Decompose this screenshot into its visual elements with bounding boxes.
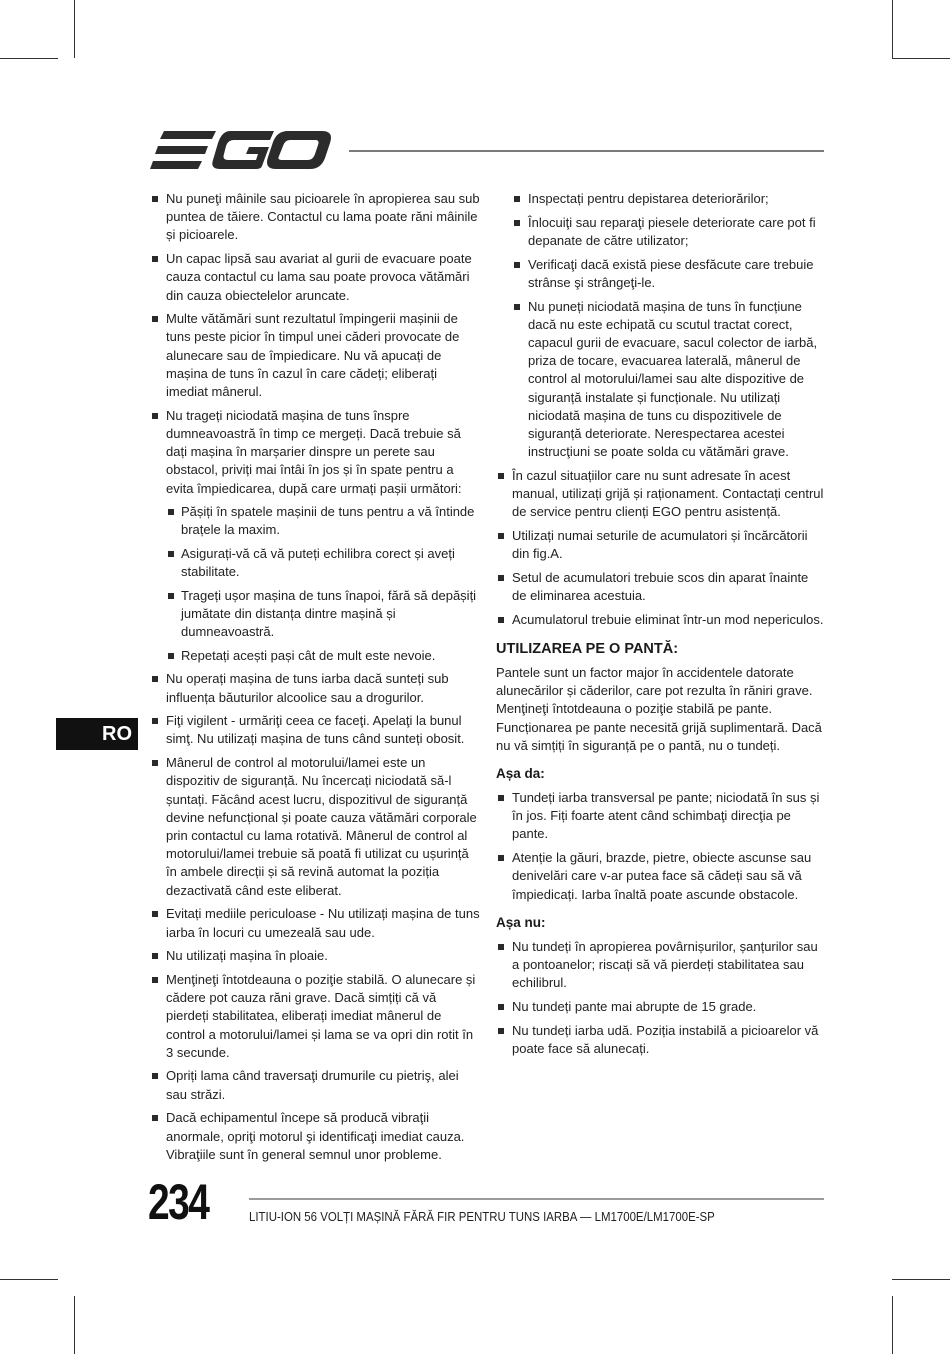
list-item: Nu puneţi mâinile sau picioarele în apropierea sau sub puntea de tăiere. Contactul cu lama poate răni mâinile și picioarele. — [150, 190, 480, 245]
step-item: Trageți ușor mașina de tuns înapoi, fără să depășiți jumătate din distanța dintre mașină și dumneavoastră. — [166, 587, 480, 642]
list-item — [150, 407, 480, 665]
crop-mark-bottom-right-h — [892, 1279, 950, 1280]
list-item: Mânerul de control al motorului/lamei este un dispozitiv de siguranță. Nu încercați niciodată să-l șuntați. Făcând acest lucru, dispozitivul de siguranță devine nefuncțional și poate cauza vătămări corporale prin contactul cu lama rotativă. Mânerul de control al motorului/lamei trebuie să poată fi utilizat cu ușurință în ambele direcții și să revină automat la poziția dezactivată când este eliberat. — [150, 754, 480, 900]
left-list — [150, 190, 480, 1164]
footer-rule — [249, 1198, 824, 1200]
list-item: Verificaţi dacă există piese desfăcute care trebuie strânse şi strângeţi-le. — [512, 256, 826, 292]
do-heading: Așa da: — [496, 765, 545, 781]
footer-title: LITIU-ION 56 VOLȚI MAȘINĂ FĂRĂ FIR PENTRU TUNS IARBA — LM1700E/LM1700E-SP — [249, 1209, 715, 1224]
language-tab: RO — [56, 718, 138, 750]
crop-mark-top-right-v — [892, 0, 893, 58]
list-item: Dacă echipamentul începe să producă vibraţii anormale, opriţi motorul şi identificaţi imediat cauza. Vibraţiile sunt în general semnul unor probleme. — [150, 1109, 480, 1164]
list-item: Utilizați numai seturile de acumulatori și încărcătorii din fig.A. — [496, 527, 826, 563]
step-item: Pășiți în spatele mașinii de tuns pentru a vă întinde brațele la maxim. — [166, 503, 480, 539]
slope-paragraph: Pantele sunt un factor major în accidentele datorate alunecărilor și căderilor, care pot rezulta în răniri grave. Menţineţi întotdeauna o poziţie stabilă pe pante. Funcționarea pe pante necesită grijă suplimentară. Dacă nu vă simțiți în siguranță pe o pantă, nu o tundeți. — [496, 664, 822, 753]
ego-logo — [150, 128, 332, 172]
list-item: Inspectați pentru depistarea deteriorărilor; — [512, 190, 826, 208]
list-item: Opriți lama când traversaţi drumurile cu pietriş, alei sau străzi. — [150, 1067, 480, 1103]
list-item: Înlocuiţi sau reparaţi piesele deteriorate care pot fi depanate de către utilizator; — [512, 214, 826, 250]
crop-mark-top-left-v — [74, 0, 75, 58]
crop-mark-top-left-h — [0, 58, 58, 59]
list-item: Nu tundeți în apropierea povârnișurilor, șanțurilor sau a pontoanelor; riscați să vă pierdeți stabilitatea sau echilibrul. — [496, 938, 826, 993]
crop-mark-bottom-left-h — [0, 1279, 58, 1280]
list-item: Tundeți iarba transversal pe pante; niciodată în sus și în jos. Fiți foarte atent când schimbaţi direcţia pe pante. — [496, 789, 826, 844]
list-item-text: Nu trageți niciodată mașina de tuns înspre dumneavoastră în timp ce mergeți. Dacă trebuie să dați mașina în marșarier dinspre un perete sau obstacol, priviți mai întâi în jos și în spate pentru a evita împiedicarea, după care urmați pașii următori: — [166, 407, 462, 496]
right-column — [496, 190, 826, 1063]
left-column — [150, 190, 480, 1169]
page-number: 234 — [148, 1174, 209, 1230]
list-item: Menţineţi întotdeauna o poziţie stabilă. O alunecare și cădere pot cauza răni grave. Dacă simțiți că vă pierdeți stabilitatea, eliberați imediat mânerul de control a motorului/lamei și lama se va opri din rotit în 3 secunde. — [150, 971, 480, 1062]
steps-list — [166, 503, 480, 665]
list-item: Setul de acumulatori trebuie scos din aparat înainte de eliminarea acestuia. — [496, 569, 826, 605]
list-item: Evitați mediile periculoase - Nu utilizați mașina de tuns iarba în locuri cu umezeală sau ude. — [150, 905, 480, 941]
dont-list — [496, 938, 826, 1058]
list-item: Acumulatorul trebuie eliminat într-un mod nepericulos. — [496, 611, 826, 629]
list-item: Atenție la găuri, brazde, pietre, obiecte ascunse sau denivelări care v-ar putea face să cădeți sau să vă împiedicați. Iarba înaltă poate ascunde obstacole. — [496, 849, 826, 904]
list-item: Nu tundeți iarba udă. Poziția instabilă a picioarelor vă poate face să alunecați. — [496, 1022, 826, 1058]
list-item: În cazul situațiilor care nu sunt adresate în acest manual, utilizați grijă și raționament. Contactați centrul de service pentru clienți EGO pentru asistență. — [496, 467, 826, 522]
list-item: Nu utilizați mașina în ploaie. — [150, 947, 480, 965]
step-item: Repetați acești pași cât de mult este nevoie. — [166, 647, 480, 665]
list-item: Nu operați mașina de tuns iarba dacă sunteți sub influența băuturilor alcoolice sau a drogurilor. — [150, 670, 480, 706]
dont-heading: Așa nu: — [496, 914, 546, 930]
list-item: Nu puneți niciodată mașina de tuns în funcțiune dacă nu este echipată cu scutul tractat corect, capacul gurii de evacuare, sacul colector de iarbă, priza de tocare, evacuarea laterală, mânerul de control al motorului/lamei sau alte dispozitive de siguranță instalate și funcționale. Nu utilizați niciodată mașina de tuns cu dispozitivele de siguranță deteriorate. Nerespectarea acestei instrucţiuni se poate solda cu vătămări grave. — [512, 298, 826, 462]
do-list — [496, 789, 826, 904]
header-rule — [349, 150, 824, 152]
slope-section-heading: UTILIZAREA PE O PANTĂ: — [496, 640, 679, 657]
inspection-list — [512, 190, 826, 461]
crop-mark-top-right-h — [892, 58, 950, 59]
list-item: Un capac lipsă sau avariat al gurii de evacuare poate cauza contactul cu lama sau poate provoca vătămări din cauza obiectelelor aruncate. — [150, 250, 480, 305]
list-item: Fiţi vigilent - urmăriţi ceea ce faceţi. Apelaţi la bunul simţ. Nu utilizați mașina de tuns când sunteți obosit. — [150, 712, 480, 748]
crop-mark-bottom-right-v — [892, 1296, 893, 1354]
right-list — [496, 467, 826, 629]
list-item: Multe vătămări sunt rezultatul împingerii mașinii de tuns peste picior în timpul unei căderi provocate de alunecare sau de împiedicare. Nu vă apucați de mașina de tuns în cazul în care cădeți; eliberați imediat mânerul. — [150, 310, 480, 401]
crop-mark-bottom-left-v — [74, 1296, 75, 1354]
step-item: Asigurați-vă că vă puteți echilibra corect și aveți stabilitate. — [166, 545, 480, 581]
list-item: Nu tundeți pante mai abrupte de 15 grade. — [496, 998, 826, 1016]
